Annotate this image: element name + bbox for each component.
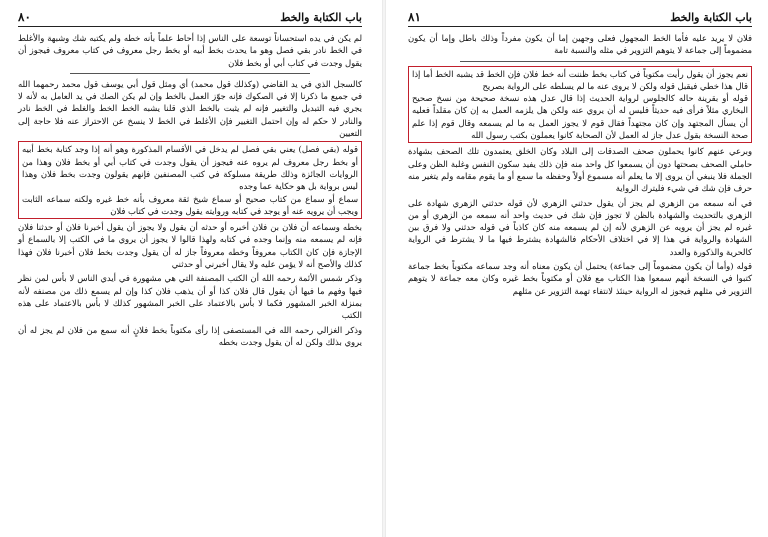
left-page-number: ٨٠ bbox=[18, 10, 31, 24]
right-highlight-text-1: نعم يجوز أن يقول رأيت مكتوباً في كتاب بخط ظننت أنه خط فلان فإن الخط قد يشبه الخط أما إذا قال هذا خطي فيقبل قوله ولكن لا يروى عنه ما لم يسلطه على الرواية بصريح bbox=[412, 68, 748, 91]
left-highlight-box bbox=[18, 141, 362, 219]
right-page bbox=[384, 0, 768, 537]
left-paragraph-4: وذكر شمس الأئمة رحمه الله أن الكتب المصنفة التي هي مشهورة في أيدي الناس لا بأس لمن نظر فيها وفهم ما فيها أن يقول قال فلان كذا أو أن يذهب فلان كذا وإن لم يسمع ذلك من مصنفه لأنه بمنزلة الخبر المشهور فكما لا بأس بالاعتماد على الخبر المشهور كذلك لا بأس بالاعتماد على هذه الكتب bbox=[18, 273, 362, 321]
right-header-title: باب الكتابة والخط bbox=[670, 11, 752, 24]
left-footnote-divider bbox=[70, 73, 311, 74]
right-paragraph-3: في أنه سمعه من الزهري لم يجز أن يقول حدثني الزهري لأن قوله حدثني الزهري شهادة على الزهري بالتحديث والشهادة بالظن لا تجوز فإن شك في حديث واحد أنه سمعه من الزهري أو من غيره لم يجز أن يرويه عن الزهري لأنه إن لم يسمعه منه كان كاذباً في قوله حدثني ولا فرق بين الشهادة والرواية في هذا إلا في اختلاف الأحكام فالشهادة يشترط فيها ما لا يشترط في الرواية كالحرية والذكورة والعدد bbox=[408, 197, 752, 257]
left-paragraph-2: كالسجل الذي في يد القاضي (وكذلك قول محمد) أي ومثل قول أبي يوسف قول محمد رحمهما الله في جميع ما ذكرنا إلا في الصكوك فإنه جوّز العمل بالخط وإن لم يكن الصك في يد العامل به لأنه لا يجري فيه التبديل والتغيير فإنه لم يثبت بالخط الذي قلنا يشبه الخط الخط والغلط في الخط نادر والنادر لا حكم له وإن احتمل التغيير فإن الأغلط في الخط لا ينسخ عن الاحتراز عنه فلا حاجة إلى التعيين bbox=[18, 78, 362, 139]
right-highlight-box bbox=[408, 66, 752, 144]
right-paragraph-2: وبرعي عنهم كانوا يحملون صحف الصدقات إلى البلاد وكان الخلق يعتمدون تلك الصحف بشهادة حاملي الصحف بصحتها دون أن يسمعوا كل واحد منه فإن ذلك يفيد سكون النفس وغلبة الظن وعلى الجملة فلا ينبغي أن يروى إلا ما يعلم أنه مسموع أولاً وحفظه ما سمع أو ما يقوم مقامه ولم يتغير منه حرف فإن شك في شيء فليترك الرواية bbox=[408, 146, 752, 194]
left-paragraph-3: بخطه وسماعه أن فلان بن فلان أخبره أو حدثه أن يقول ولا يجوز أن يقول أخبرنا فلان أو حدثنا فلان فإنه لم يسمعه منه وإنما وجده في كتابه ولهذا قالوا لا يجوز أن يروي ما في الكتب إلا بالسماع أو الإجازة فإن كان الكتاب معروفاً وخطه معروفاً جاز له أن يقول وجدت بخط فلان أخبرنا فلان فهذا كذلك والأصح أنه لا يؤمن عليه ولا يقال أخبرني أو حدثني bbox=[18, 222, 362, 270]
right-highlight-text-2: قوله أو بقرينة حاله كالجلوس لرواية الحديث إذا قال عدل هذه نسخة صحيحة من نسخ صحيح البخاري مثلاً فرأى فيه حديثاً فليس له أن يروي عنه ولكن هل يلزمه العمل به إن كان مقلداً فعليه أن يسأل المجتهد وإن كان مجتهداً فقال قوم لا يجوز العمل به ما لم يسمعه وقال قوم إذا علم صحة النسخة بقول عدل جاز له العمل لأن الصحابة كانوا يعملون بكتب رسول الله bbox=[412, 93, 748, 141]
left-paragraph-1: لم يكن في يده استحساناً توسعة على الناس إذا أحاط علماً بأنه خطه ولم يكتبه شك وشبهة والأغلط في الخط نادر بقي فصل وهو ما يحدث بخط أبيه أو بخط رجل معروف في كتاب معروف فيجوز أن يقول وجدت في كتاب أبي أو بخط فلان bbox=[18, 33, 362, 68]
left-highlight-text-2: سماع أو سماع من كتاب صحيح أو سماع شيخ ثقة معروف بأنه خط غيره ولكنه سماعه الثابت ويجب أن يرويه عنه أو يوجد في كتابه وروايته يقول وجدت في كتاب فلان bbox=[22, 193, 358, 216]
left-page-header bbox=[18, 10, 362, 27]
left-highlight-text-1: قوله (بقي فصل) يعني بقي فصل لم يدخل في الأقسام المذكورة وهو أنه إذا وجد كتابة بخط أبيه أو بخط رجل معروف لم يروه عنه فيجوز أن يقول وجدت في كتاب أبي أو بخط فلان وهذا من الروايات الجائزة وذلك طريقة مسلوكة في كتب المصنفين فإنهم يقولون وجدت بخط فلان وهذا ليس برواية بل هو حكاية عما وجده bbox=[22, 144, 358, 192]
left-header-title: باب الكتابة والخط bbox=[280, 11, 362, 24]
right-paragraph-1: فلان لا يريد عليه فأما الخط المجهول فعلى وجهين إما أن يكون مفرداً وذلك باطل وإما أن يكون مضموماً إلى جماعة لا يتوهم التزوير في مثله والنسبة تامة bbox=[408, 33, 752, 56]
right-footnote-divider bbox=[460, 61, 701, 62]
left-paragraph-5: وذكر الغزالي رحمه الله في المستصفى إذا رأى مكتوباً بخط فلانٍ أنه سمع من فلان لم يجز له أن يروي بذلك ولكن له أن يقول وجدت بخطه bbox=[18, 324, 362, 347]
right-page-number: ٨١ bbox=[408, 10, 421, 24]
right-paragraph-4: قوله (وأما أن يكون مضموماً إلى جماعة) يحتمل أن يكون معناه أنه وجد سماعه مكتوباً بخط جماعة كتبوا في النسخة أنهم سمعوا هذا الكتاب مع فلان أو مكتوباً بخط غيره وكان معه جماعة لا يتوهم التزوير في مثلهم فيجوز له الرواية حينئذ لانتفاء تهمة التزوير عن مثلهم bbox=[408, 261, 752, 296]
right-page-header bbox=[408, 10, 752, 27]
